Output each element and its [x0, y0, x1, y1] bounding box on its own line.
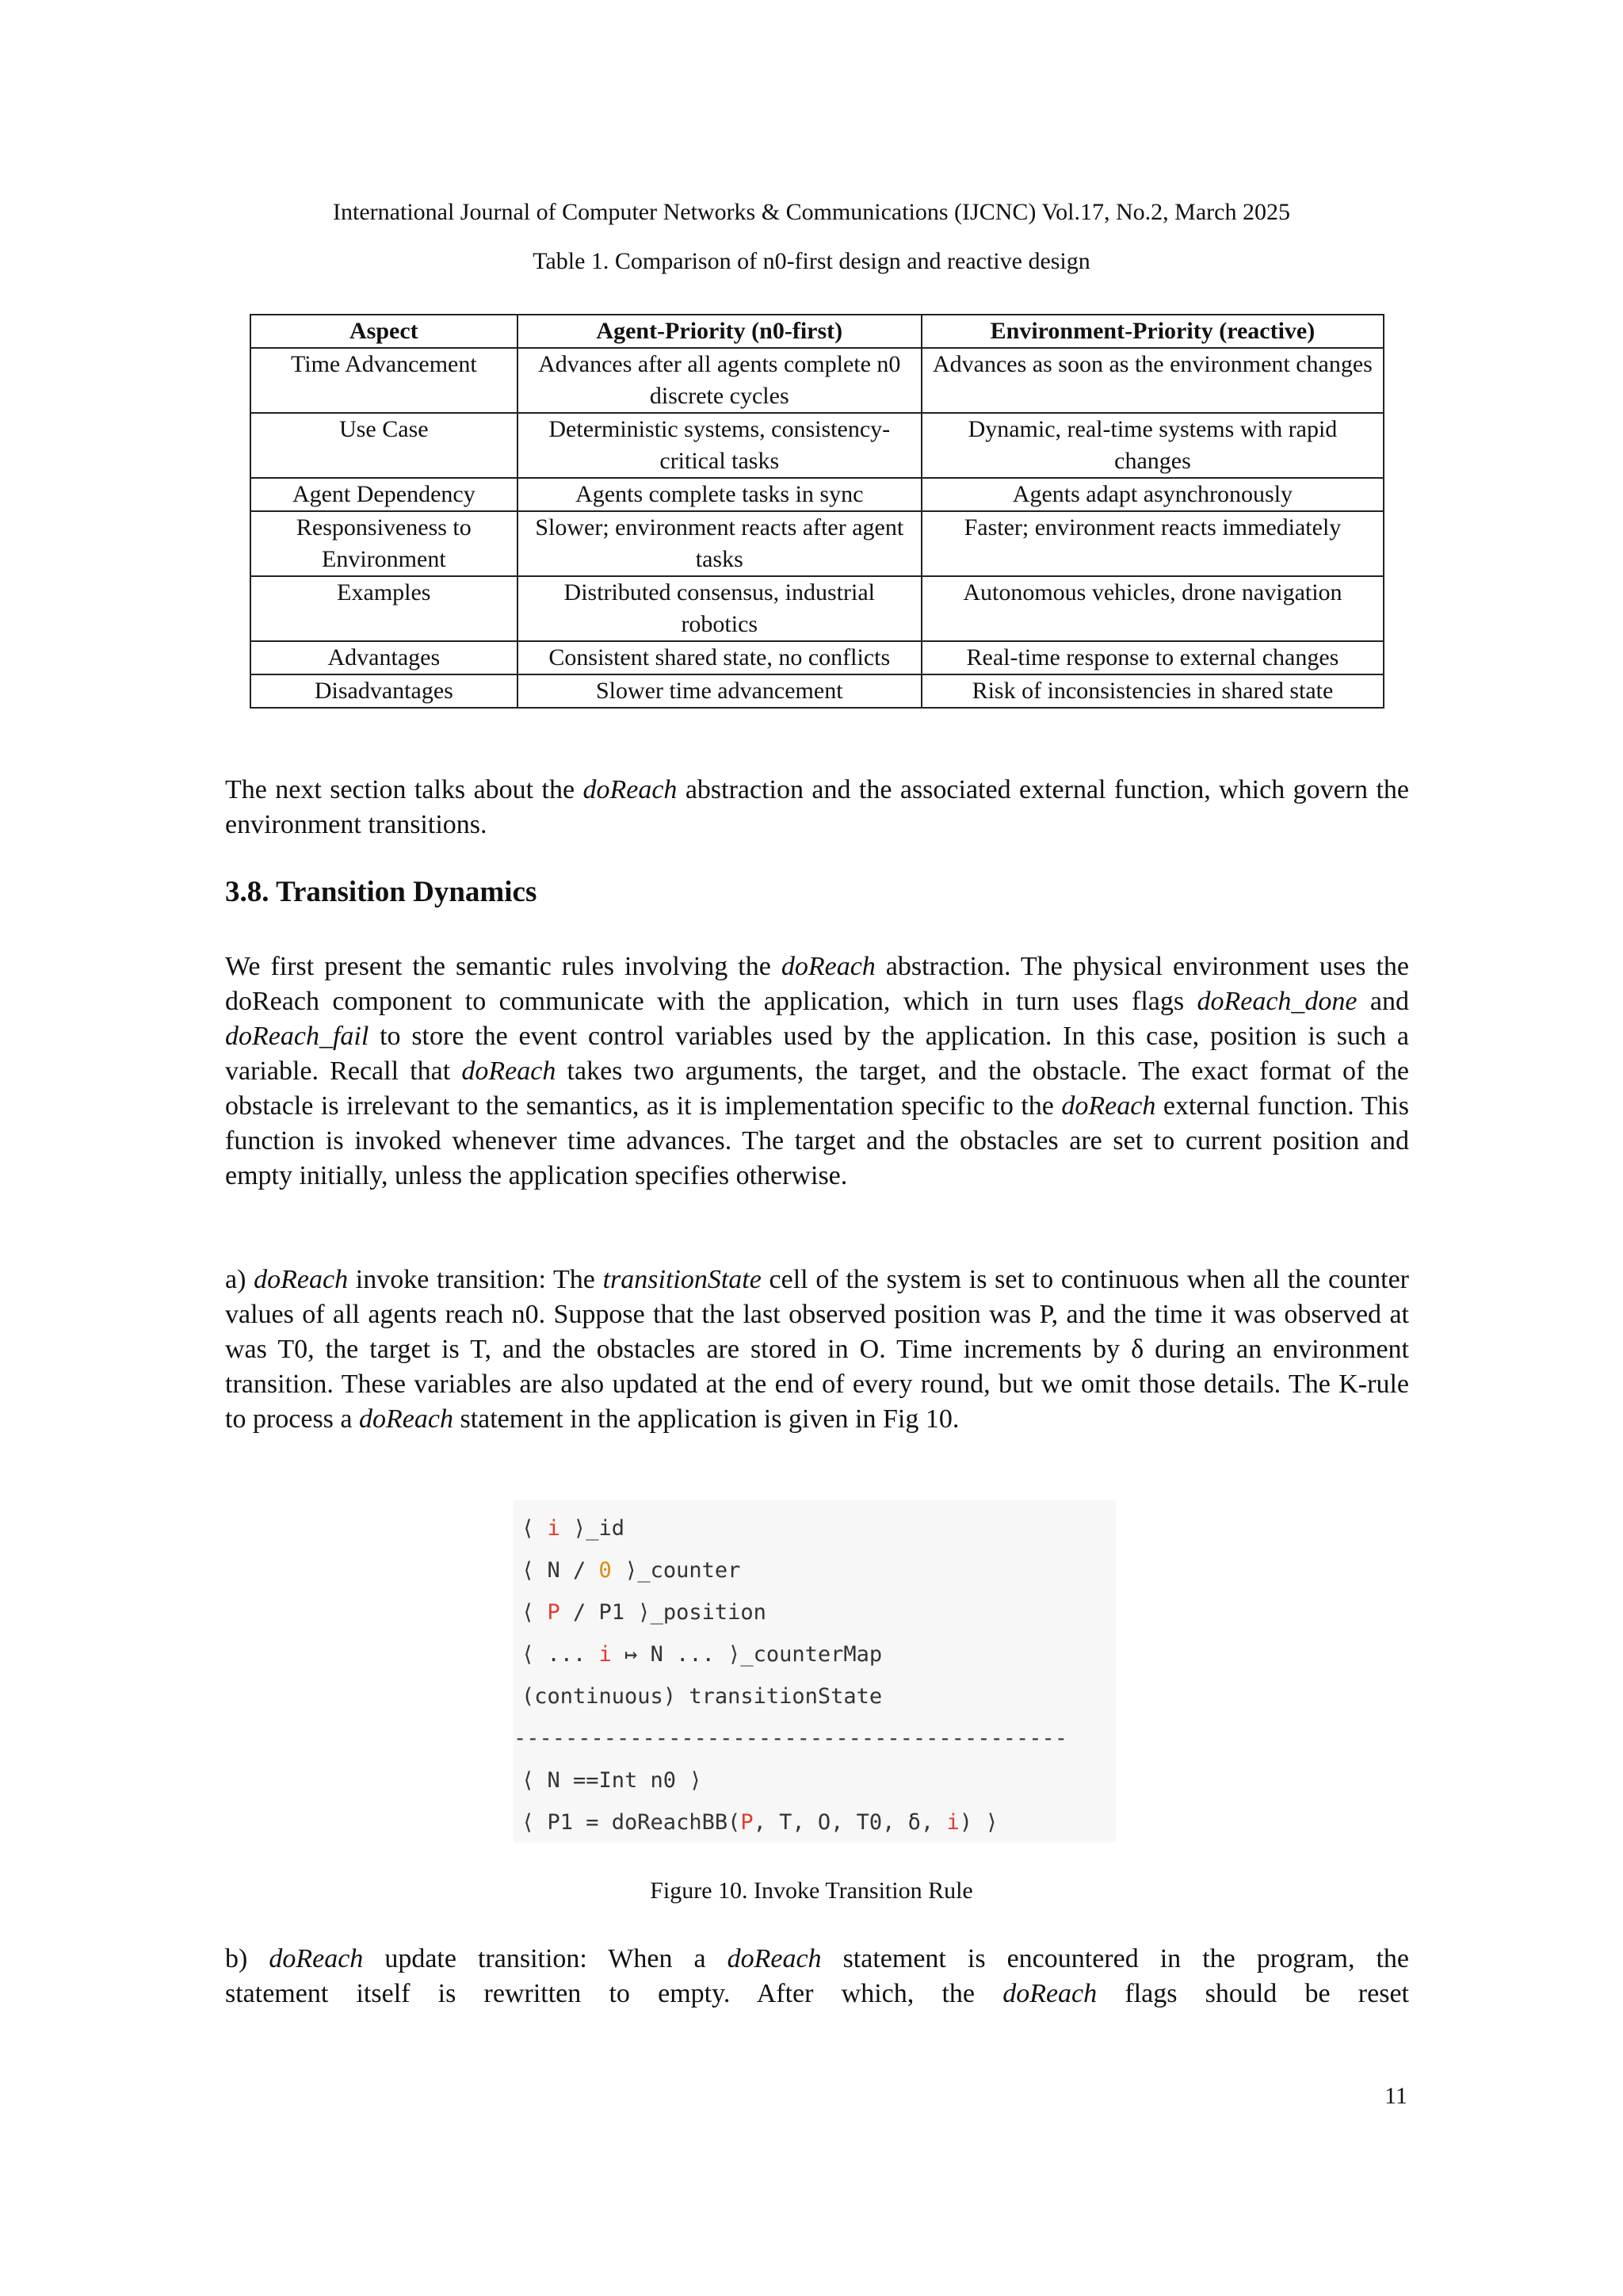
italic-term: transitionState	[602, 1265, 762, 1294]
page-number: 11	[1384, 2083, 1407, 2109]
column-header: Aspect	[250, 315, 517, 348]
table-cell: Faster; environment reacts immediately	[922, 511, 1384, 576]
table-row	[250, 348, 1384, 413]
section-heading: 3.8. Transition Dynamics	[225, 876, 537, 908]
table-cell: Consistent shared state, no conflicts	[517, 641, 922, 674]
table-cell: Real-time response to external changes	[922, 641, 1384, 674]
code-rule-separator: -------------------------------------------	[514, 1726, 1067, 1751]
table-row	[250, 576, 1384, 641]
table-cell: Disadvantages	[250, 674, 517, 708]
table-cell: Agents complete tasks in sync	[517, 478, 922, 511]
paragraph-update-transition	[225, 1942, 1409, 2011]
code-token-var: P	[740, 1810, 754, 1835]
code-line	[521, 1516, 624, 1541]
table-cell: Advances as soon as the environment changes	[922, 348, 1384, 413]
italic-term: doReach	[781, 952, 876, 981]
text-span: statement is encountered in the program, the	[821, 1944, 1409, 1973]
table-caption: Table 1. Comparison of n0-first design and reactive design	[533, 248, 1090, 274]
paragraph-invoke-transition	[225, 1263, 1409, 1437]
text-span: statement itself is rewritten to empty. After which, the	[225, 1979, 1003, 2008]
table-row	[250, 478, 1384, 511]
table-cell: Responsiveness to Environment	[250, 511, 517, 576]
text-span: We first present the semantic rules involving the	[225, 952, 781, 981]
code-token: ⟩_counter	[611, 1558, 741, 1583]
k-rule-code-block	[514, 1500, 1116, 1843]
code-token-var: i	[547, 1516, 560, 1541]
italic-term: doReach	[461, 1056, 556, 1086]
journal-header: International Journal of Computer Networks & Communications (IJCNC) Vol.17, No.2, March 2025	[333, 199, 1290, 225]
comparison-table	[250, 314, 1384, 709]
text-span: b)	[225, 1944, 269, 1973]
table-row	[250, 511, 1384, 576]
text-span: cell of the system is set to continuous when all the counter values of all agents reach n0. Suppose that the last observed position was P, and the time it was observed at was T0, the target is T, and the obstacles are stored in O. Time increments by δ during an environment transition. These variables are also updated at the end of every round, but we omit those details. The K-rule to process a	[225, 1265, 1409, 1434]
text-span: flags should be reset	[1097, 1979, 1409, 2008]
text-span: and	[1357, 987, 1409, 1016]
text-span: update transition: When a	[363, 1944, 727, 1973]
italic-term: doReach	[582, 775, 678, 804]
italic-term: doReach_fail	[225, 1022, 369, 1051]
code-token: ↦ N ... ⟩_counterMap	[611, 1642, 883, 1667]
table-cell: Risk of inconsistencies in shared state	[922, 674, 1384, 708]
italic-term: doReach	[1002, 1979, 1098, 2008]
table-cell: Agent Dependency	[250, 478, 517, 511]
italic-term: doReach_done	[1197, 987, 1358, 1016]
table-cell: Distributed consensus, industrial robotics	[517, 576, 922, 641]
table-cell: Deterministic systems, consistency-critical tasks	[517, 413, 922, 478]
code-token-var: P	[547, 1600, 560, 1625]
code-line: ⟨ N ==Int n0 ⟩	[521, 1768, 702, 1793]
table-cell: Time Advancement	[250, 348, 517, 413]
table-cell: Slower time advancement	[517, 674, 922, 708]
table-header-row	[250, 315, 1384, 348]
table-row	[250, 413, 1384, 478]
code-line: (continuous) transitionState	[521, 1684, 883, 1709]
text-span: external function. This function is invoked whenever time advances. The target and the obstacles are set to current position and empty initially, unless the application specifies otherwise.	[225, 1091, 1409, 1190]
italic-term: doReach	[359, 1404, 453, 1434]
text-span: invoke transition: The	[348, 1265, 603, 1294]
text-span: abstraction. The physical environment uses the doReach component to communicate with the application, which in turn uses flags	[225, 952, 1409, 1016]
table-cell: Dynamic, real-time systems with rapid changes	[922, 413, 1384, 478]
table-cell: Autonomous vehicles, drone navigation	[922, 576, 1384, 641]
text-span: takes two arguments, the target, and the obstacle. The exact format of the obstacle is irrelevant to the semantics, as it is implementation specific to the	[225, 1056, 1409, 1121]
paragraph-line	[225, 1942, 1409, 1977]
code-token: ⟨ P1 = doReachBB(	[521, 1810, 741, 1835]
code-token: ⟨	[521, 1600, 548, 1625]
paragraph-intro	[225, 773, 1409, 842]
table-cell: Advances after all agents complete n0 discrete cycles	[517, 348, 922, 413]
table-cell: Slower; environment reacts after agent tasks	[517, 511, 922, 576]
table-row	[250, 674, 1384, 708]
italic-term: doReach	[727, 1944, 822, 1973]
paragraph-line	[225, 1977, 1409, 2011]
text-span: a)	[225, 1265, 254, 1294]
code-token: , T, O, T0, δ,	[753, 1810, 947, 1835]
code-token: ) ⟩	[959, 1810, 999, 1835]
code-token: ⟨	[521, 1516, 548, 1541]
text-span: to store the event control variables used by the application. In this case, position is such a variable. Recall that	[225, 1022, 1409, 1086]
code-line	[521, 1642, 882, 1667]
code-token: ⟩_id	[559, 1516, 625, 1541]
column-header: Agent-Priority (n0-first)	[517, 315, 922, 348]
code-line	[521, 1558, 740, 1583]
code-line	[521, 1600, 766, 1625]
figure-caption: Figure 10. Invoke Transition Rule	[650, 1878, 973, 1904]
text-span: abstraction and the associated external function, which govern the environment transitions.	[225, 775, 1409, 839]
italic-term: doReach	[1061, 1091, 1156, 1121]
column-header: Environment-Priority (reactive)	[922, 315, 1384, 348]
code-token: / P1 ⟩_position	[559, 1600, 766, 1625]
code-token: ⟨ ...	[521, 1642, 599, 1667]
code-token-number: 0	[598, 1558, 612, 1583]
paragraph-semantic-rules	[225, 949, 1409, 1194]
text-span: The next section talks about the	[225, 775, 583, 804]
table-row	[250, 641, 1384, 674]
table-cell: Use Case	[250, 413, 517, 478]
italic-term: doReach	[269, 1944, 364, 1973]
table-cell: Agents adapt asynchronously	[922, 478, 1384, 511]
code-token: ⟨ N /	[521, 1558, 599, 1583]
table-cell: Examples	[250, 576, 517, 641]
text-span: statement in the application is given in Fig 10.	[453, 1404, 960, 1434]
code-token-var: i	[946, 1810, 960, 1835]
code-token-var: i	[598, 1642, 612, 1667]
italic-term: doReach	[254, 1265, 349, 1294]
code-line	[521, 1810, 999, 1835]
table-cell: Advantages	[250, 641, 517, 674]
